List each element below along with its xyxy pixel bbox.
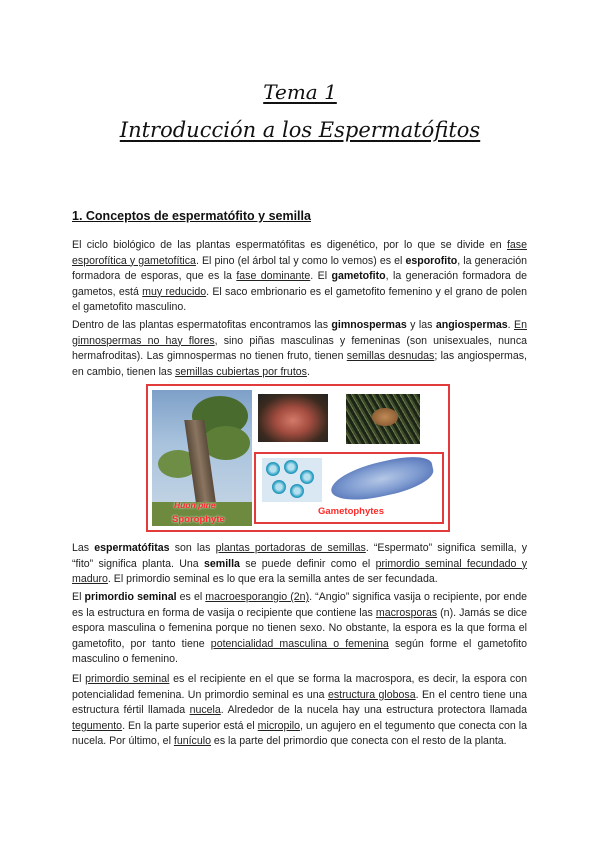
document-title: Tema 1: [263, 80, 337, 104]
male-cone-photo: [346, 394, 420, 444]
paragraph-2: Dentro de las plantas espermatofitas encontramos las gimnospermas y las angiospermas. En gimnospermas no hay flores, sino piñas masculinas y femeninas (son unisexuales, nunca hermafroditas). Las gimnospermas no tienen fruto, tienen semillas desnudas; las angiospermas, en cambio, tienen las semillas cubiertas por frutos.: [72, 319, 528, 378]
ovule-section-photo: [328, 452, 437, 507]
paragraph-5: El primordio seminal es el recipiente en el que se forma la macrospora, es decir, la espora con potencialidad femenina. Un primordio seminal es una estructura globosa. En el centro tiene una estructura fértil llamada nucela. Alrededor de la nucela hay una estructura protectora llamada tegumento. En la parte superior está el micropilo, un agujero en el tegumento que conecta con la nucela. Por último, el funículo es la parte del primordio que conecta con el resto de la planta.: [72, 673, 527, 748]
female-cone-photo: [258, 394, 328, 442]
tree-label: Huon pine: [174, 500, 216, 510]
paragraph-3: Las espermatófitas son las plantas portadoras de semillas. “Espermato” significa semilla, y “fito” significa planta. Una semilla se puede definir como el primordio seminal fecundado y maduro. El primordio seminal es lo que era la semilla antes de ser fecundada.: [72, 542, 528, 586]
paragraph-1: El ciclo biológico de las plantas espermatófitas es digenético, por lo que se divide en fase esporofítica y gametofítica. El pino (el árbol tal y como lo vemos) es el esporofito, la generación formadora de esporas, que es la fase dominante. El gametofito, la generación formadora de gametos, está muy reducido. El saco embrionario es el gametofito femenino y el grano de polen el gametofito masculino.: [72, 239, 528, 314]
document-subtitle: Introducción a los Espermatófitos: [119, 118, 481, 142]
gametophytes-label: Gametophytes: [318, 506, 384, 517]
section-heading: 1. Conceptos de espermatófito y semilla: [72, 209, 311, 223]
sporophyte-label: Sporophyte: [172, 514, 225, 525]
gametophytes-panel: [254, 452, 444, 524]
sporophyte-tree-photo: [152, 390, 252, 526]
life-cycle-figure: [146, 384, 450, 532]
paragraph-4: El primordio seminal es el macroesporangio (2n). “Angio” significa vasija o recipiente, por ende es la estructura en forma de vasija o recipiente que contiene las macrosporas (n). Jamás se dice espora masculina o femenina porque no tienen sexo. No obstante, la espora es la que forma el gametofito, por tanto tiene potencialidad masculina o femenina según forme el gametofito masculino o femenino.: [72, 591, 528, 666]
pollen-grains-photo: [262, 458, 322, 502]
